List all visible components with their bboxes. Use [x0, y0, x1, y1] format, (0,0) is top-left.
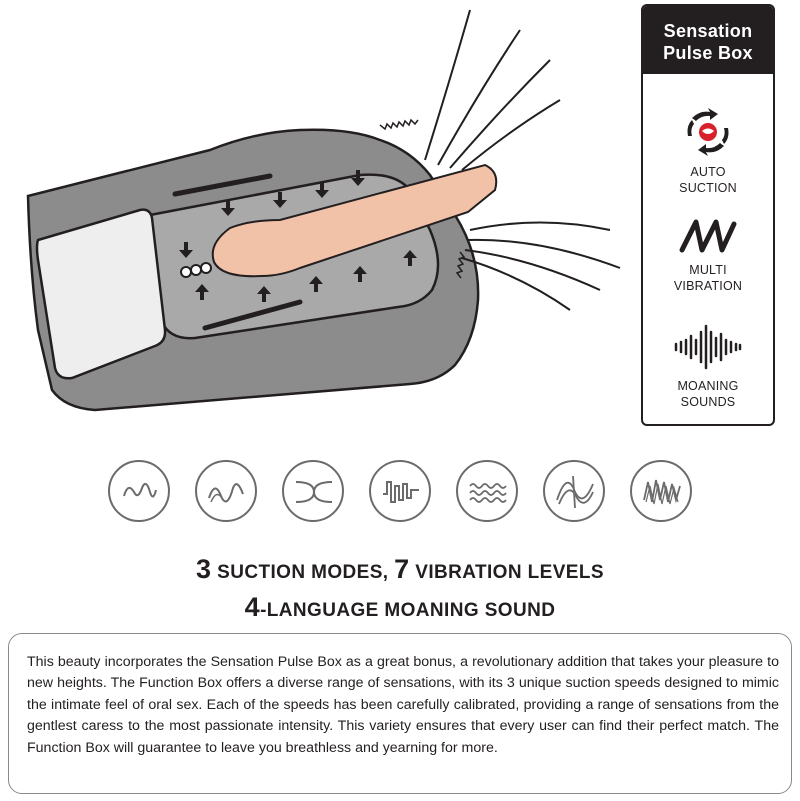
description-text: This beauty incorporates the Sensation Pulse Box as a great bonus, a revolutionary addition that takes your pleasure to new heights. The Function Box offers a diverse range of sensations, with its 3 unique suction speeds designed to mimic the intimate feel of oral sex. Each of the speeds has been carefully calibrated, providing a range of sensations from the gentlest caress to the most passionate intensity. This variety ensures that every user can find their perfect match. The Function Box will guarantee to leave you breathless and yearning for more. [27, 654, 779, 756]
auto-suction-label-2: SUCTION [679, 181, 737, 195]
vibration-levels-count: 7 [394, 554, 410, 584]
auto-suction-label-1: AUTO [690, 165, 726, 179]
feature-multi-vibration [643, 216, 773, 294]
wave-mode-6-icon [543, 460, 605, 522]
moaning-sounds-label-1: MOANING [677, 379, 739, 393]
sensation-pulse-box-panel [641, 4, 775, 426]
feature-auto-suction [643, 106, 773, 196]
product-illustration [0, 0, 640, 430]
panel-title [643, 6, 773, 74]
multi-vibration-label-2: VIBRATION [673, 279, 743, 293]
language-count: 4 [244, 592, 261, 622]
vibration-levels-text: VIBRATION LEVELS [409, 562, 604, 583]
wave-mode-2-icon [195, 460, 257, 522]
multi-vibration-label-1: MULTI [689, 263, 727, 277]
headline-line-1 [0, 552, 800, 590]
headline-line-2 [0, 590, 800, 628]
wave-mode-3-icon [282, 460, 344, 522]
suction-modes-text: SUCTION MODES, [211, 562, 395, 583]
panel-title-line1: Sensation [663, 21, 753, 41]
wave-mode-7-icon [630, 460, 692, 522]
headline [0, 552, 800, 628]
wave-mode-5-icon [456, 460, 518, 522]
panel-title-line2: Pulse Box [663, 43, 753, 63]
multi-vibration-icon [678, 216, 738, 256]
wave-mode-4-icon [369, 460, 431, 522]
moaning-sounds-label-2: SOUNDS [680, 395, 736, 409]
moaning-sounds-icon [672, 322, 744, 372]
wave-mode-1-icon [108, 460, 170, 522]
description-box [8, 633, 792, 794]
auto-suction-icon [680, 106, 736, 158]
moaning-sound-text: -LANGUAGE MOANING SOUND [260, 600, 556, 621]
feature-moaning-sounds [643, 322, 773, 410]
vibration-mode-icons [108, 460, 694, 524]
suction-modes-count: 3 [196, 554, 212, 584]
